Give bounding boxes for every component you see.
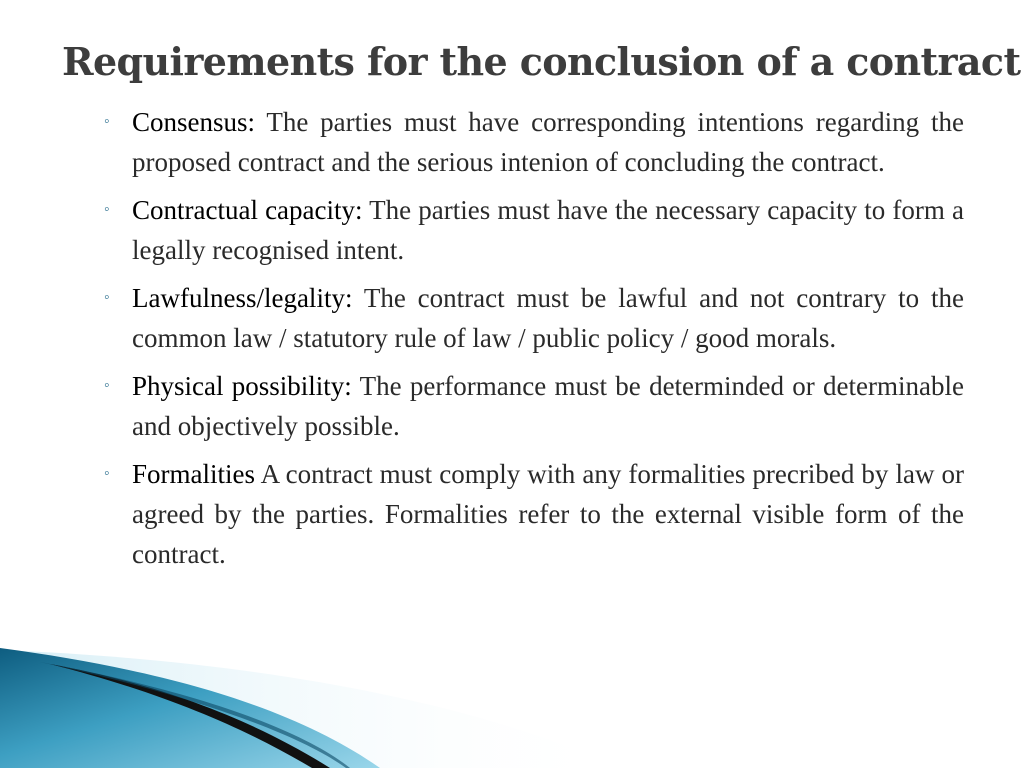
bullet-icon: ◦ xyxy=(104,289,110,306)
item-text: The parties must have the necessary capacity to form a legally recognised intent. xyxy=(132,195,964,265)
list-item-formalities xyxy=(104,454,964,574)
wave-light-band xyxy=(0,650,620,768)
item-text: The performance must be determinded or determinable and objectively possible. xyxy=(132,371,964,441)
bullet-icon: ◦ xyxy=(104,465,110,482)
item-term: Physical possibility: xyxy=(132,371,352,401)
list-item-contractual-capacity xyxy=(104,190,964,270)
item-text: A contract must comply with any formalities precribed by law or agreed by the parties. Formalities refer to the external visible form of the contract. xyxy=(132,459,964,569)
slide-title: Requirements for the conclusion of a contract xyxy=(62,39,1021,84)
list-item-lawfulness xyxy=(104,278,964,358)
bullet-icon: ◦ xyxy=(104,377,110,394)
bullet-icon: ◦ xyxy=(104,113,110,130)
list-item-physical-possibility xyxy=(104,366,964,446)
item-term: Formalities xyxy=(132,459,255,489)
item-term: Lawfulness/legality: xyxy=(132,283,353,313)
item-term: Consensus: xyxy=(132,107,256,137)
wave-black-stripe xyxy=(50,664,330,768)
item-text: The contract must be lawful and not contrary to the common law / statutory rule of law / public policy / good morals. xyxy=(132,283,964,353)
wave-blue-fill xyxy=(0,648,380,768)
wave-edge-stripe xyxy=(40,662,350,768)
item-text: The parties must have corresponding intentions regarding the proposed contract and the serious intenion of concluding the contract. xyxy=(132,107,964,177)
bullet-icon: ◦ xyxy=(104,201,110,218)
item-term: Contractual capacity: xyxy=(132,195,363,225)
requirements-list xyxy=(104,102,964,582)
list-item-consensus xyxy=(104,102,964,182)
